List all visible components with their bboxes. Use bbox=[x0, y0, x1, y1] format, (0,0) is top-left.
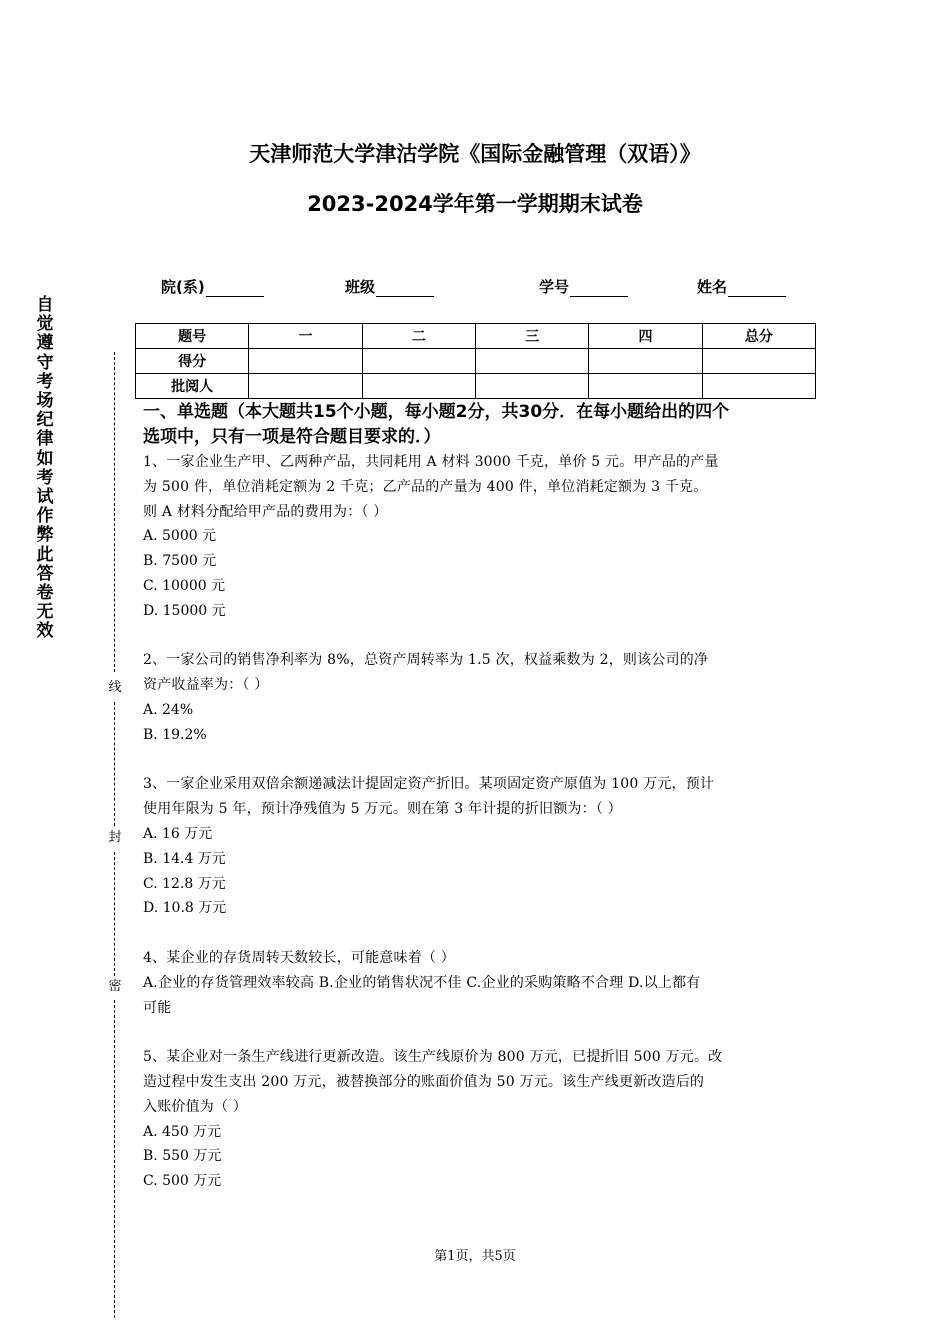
answer-option: A. 5000 元 bbox=[143, 528, 217, 545]
question-text: 可能 bbox=[143, 999, 172, 1016]
page-number: 第1页，共5页 bbox=[434, 1249, 516, 1264]
binding-warning-char: 自 bbox=[36, 295, 54, 315]
answer-option: C. 12.8 万元 bbox=[143, 875, 226, 892]
answer-option: A. 450 万元 bbox=[143, 1123, 222, 1140]
score-cell[interactable] bbox=[475, 349, 588, 374]
answer-option: B. 19.2% bbox=[143, 726, 207, 743]
grader-cell[interactable] bbox=[589, 374, 702, 399]
table-header-cell: 三 bbox=[475, 324, 588, 349]
spacer bbox=[143, 748, 808, 773]
binding-warning-char: 守 bbox=[36, 352, 54, 373]
binding-warning-char: 场 bbox=[36, 391, 54, 412]
answer-option: A. 24% bbox=[143, 701, 194, 718]
info-field-name bbox=[697, 276, 786, 297]
binding-warning-char: 此 bbox=[36, 544, 54, 565]
score-table-row bbox=[136, 349, 816, 374]
binding-secret-char: 密 bbox=[108, 979, 122, 994]
binding-dashed-line bbox=[114, 1000, 115, 1318]
question-text: 4、某企业的存货周转天数较长，可能意味着（ ） bbox=[143, 949, 455, 966]
binding-warning-char: 遵 bbox=[36, 333, 54, 354]
fill-blank[interactable] bbox=[570, 281, 628, 297]
score-cell[interactable] bbox=[702, 349, 815, 374]
binding-warning-char: 作 bbox=[36, 506, 54, 527]
binding-line-char: 线 bbox=[108, 680, 122, 695]
spacer bbox=[143, 1020, 808, 1045]
binding-warning-text bbox=[34, 296, 56, 642]
binding-warning-char: 考 bbox=[36, 371, 54, 392]
question-text: 1、一家企业生产甲、乙两种产品，共同耗用 A 材料 3000 千克，单价 5 元。甲产品的产量 bbox=[143, 454, 719, 470]
info-label: 姓名 bbox=[697, 278, 728, 296]
grader-cell[interactable] bbox=[475, 374, 588, 399]
answer-option: C. 500 万元 bbox=[143, 1173, 222, 1190]
exam-title-line1: 天津师范大学津沽学院《国际金融管理（双语）》 bbox=[249, 142, 701, 166]
table-header-cell: 四 bbox=[589, 324, 702, 349]
binding-dashed-line bbox=[114, 702, 115, 826]
binding-dashed-line bbox=[114, 852, 115, 976]
score-cell[interactable] bbox=[362, 349, 475, 374]
section-heading: 选项中，只有一项是符合题目要求的．） bbox=[143, 427, 441, 447]
info-label: 学号 bbox=[539, 278, 570, 296]
binding-warning-char: 答 bbox=[36, 563, 54, 584]
binding-warning-char: 觉 bbox=[36, 314, 54, 335]
grader-cell[interactable] bbox=[702, 374, 815, 399]
section-heading: 一、单选题（本大题共15个小题，每小题2分，共30分．在每小题给出的四个 bbox=[143, 402, 730, 422]
score-table bbox=[135, 323, 816, 399]
binding-warning-char: 纪 bbox=[36, 410, 54, 431]
fill-blank[interactable] bbox=[206, 281, 264, 297]
binding-warning-char: 如 bbox=[36, 448, 54, 469]
exam-content bbox=[143, 400, 808, 1194]
answer-option: B. 550 万元 bbox=[143, 1148, 222, 1165]
exam-title-line2: 2023-2024学年第一学期期末试卷 bbox=[307, 192, 643, 216]
fill-blank[interactable] bbox=[376, 281, 434, 297]
binding-warning-char: 效 bbox=[36, 621, 54, 642]
table-header-cell: 一 bbox=[249, 324, 362, 349]
score-table-row bbox=[136, 374, 816, 399]
table-header-cell: 总分 bbox=[702, 324, 815, 349]
fill-blank[interactable] bbox=[728, 281, 786, 297]
question-text: 入账价值为（ ） bbox=[143, 1098, 248, 1115]
score-cell[interactable] bbox=[249, 349, 362, 374]
grader-cell[interactable] bbox=[362, 374, 475, 399]
info-label: 院(系) bbox=[161, 278, 205, 296]
answer-option: B. 7500 元 bbox=[143, 553, 217, 570]
info-field-class bbox=[345, 276, 434, 297]
question-text: 则 A 材料分配给甲产品的费用为：（ ） bbox=[143, 503, 388, 520]
info-label: 班级 bbox=[345, 278, 376, 296]
binding-warning-char: 律 bbox=[36, 429, 54, 450]
score-cell[interactable] bbox=[589, 349, 702, 374]
question-text: A.企业的存货管理效率较高 B.企业的销售状况不佳 C.企业的采购策略不合理 D.以上都有 bbox=[143, 974, 701, 991]
question-text: 3、一家企业采用双倍余额递减法计提固定资产折旧。某项固定资产原值为 100 万元，预计 bbox=[143, 776, 715, 793]
binding-dashed-line bbox=[114, 352, 115, 672]
table-header-cell: 题号 bbox=[136, 324, 249, 349]
row-label-grader: 批阅人 bbox=[136, 374, 249, 399]
binding-seal-char: 封 bbox=[108, 830, 122, 845]
answer-option: D. 10.8 万元 bbox=[143, 900, 227, 917]
answer-option: D. 15000 元 bbox=[143, 602, 226, 619]
info-field-student-id bbox=[539, 276, 628, 297]
score-table-header-row bbox=[136, 324, 816, 349]
grader-cell[interactable] bbox=[249, 374, 362, 399]
row-label-score: 得分 bbox=[136, 349, 249, 374]
answer-option: A. 16 万元 bbox=[143, 825, 213, 842]
binding-warning-char: 试 bbox=[36, 487, 54, 508]
question-text: 5、某企业对一条生产线进行更新改造。该生产线原价为 800 万元，已提折旧 500 万元。改 bbox=[143, 1049, 723, 1066]
question-text: 2、一家公司的销售净利率为 8%，总资产周转率为 1.5 次，权益乘数为 2，则该公司的净 bbox=[143, 652, 709, 669]
binding-warning-char: 卷 bbox=[36, 583, 54, 604]
binding-warning-char: 弊 bbox=[36, 525, 54, 546]
spacer bbox=[143, 624, 808, 649]
answer-option: B. 14.4 万元 bbox=[143, 850, 226, 867]
binding-warning-char: 无 bbox=[36, 602, 54, 623]
table-header-cell: 二 bbox=[362, 324, 475, 349]
spacer bbox=[143, 921, 808, 946]
binding-warning-char: 考 bbox=[36, 467, 54, 488]
answer-option: C. 10000 元 bbox=[143, 577, 226, 594]
info-field-department bbox=[161, 276, 264, 297]
question-text: 使用年限为 5 年，预计净残值为 5 万元。则在第 3 年计提的折旧额为：（ ） bbox=[143, 801, 622, 818]
question-text: 资产收益率为：（ ） bbox=[143, 677, 269, 694]
question-text: 造过程中发生支出 200 万元，被替换部分的账面价值为 50 万元。该生产线更新改造后的 bbox=[143, 1073, 705, 1090]
question-text: 为 500 件，单位消耗定额为 2 千克；乙产品的产量为 400 件，单位消耗定额为 3 千克。 bbox=[143, 478, 708, 495]
